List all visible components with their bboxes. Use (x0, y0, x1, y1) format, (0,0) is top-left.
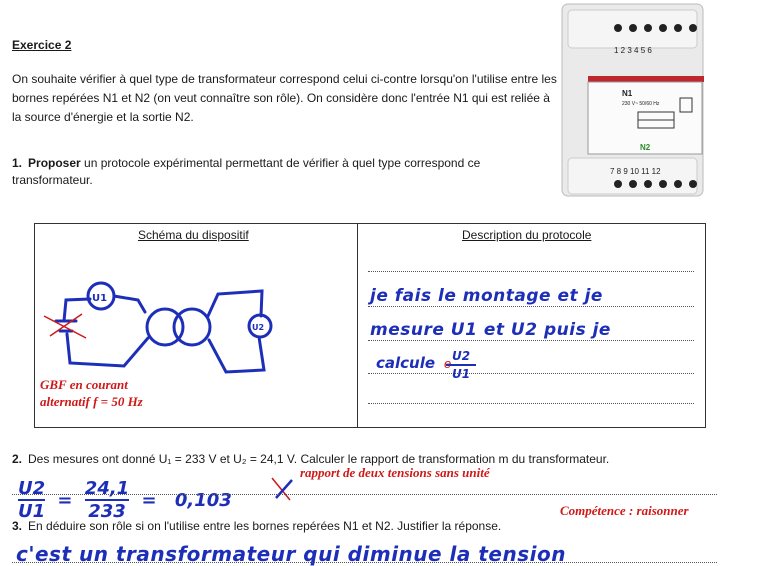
meter-u2-label: U2 (252, 323, 265, 332)
protocol-line-2: mesure U1 et U2 puis je (370, 320, 611, 340)
protocol-dotted-line (368, 373, 694, 374)
correction-letter: e (444, 356, 452, 371)
protocol-dotted-line (368, 403, 694, 404)
svg-text:230 V~ 50/60 Hz: 230 V~ 50/60 Hz (622, 101, 660, 107)
answer-2-calculation: $\frac{U2}{U1}$ = $\frac{24,1}{233}$ = 0,103 (18, 478, 232, 522)
protocol-line-3: calcule (376, 354, 436, 372)
question-3-text: En déduire son rôle si on l'utilise entre les bornes repérées N1 et N2. Justifier la réponse. (28, 519, 502, 533)
transformer-secondary-coil (174, 309, 210, 345)
answer-3-dotted-line (12, 562, 717, 563)
question-1-number: 1. (12, 156, 23, 170)
protocol-dotted-line (368, 306, 694, 307)
protocol-line-1: je fais le montage et je (370, 286, 603, 306)
question-3: 3. En déduire son rôle si on l'utilise entre les bornes repérées N1 et N2. Justifier la réponse. (12, 519, 502, 533)
protocol-dotted-line (368, 340, 694, 341)
top-terminal-numbers: 1 2 3 4 5 6 (614, 46, 652, 55)
question-1-verb: Proposer (28, 156, 81, 170)
competence-note: Compétence : raisonner (560, 503, 689, 518)
ratio-note: rapport de deux tensions sans unité (300, 465, 490, 480)
protocol-dotted-line (368, 271, 694, 272)
question-2-text: Des mesures ont donné U₁ = 233 V et U₂ = 24,1 V. Calculer le rapport de transformation m du transformateur. (28, 452, 610, 466)
gbf-note: GBF en courant alternatif f = 50 Hz (40, 377, 143, 409)
answer-2-dotted-line (12, 494, 717, 495)
svg-text:N2: N2 (640, 143, 651, 152)
meter-u1-label: U1 (92, 293, 108, 304)
intro-text: On souhaite vérifier à quel type de transformateur correspond celui ci-contre lorsqu'on l'utilise entre les bornes repérées N1 et N2 (on veut connaître son rôle). On considère donc l'entrée N1 qui est reliée à la source d'énergie et la sortie N2. (12, 72, 557, 124)
correction-cross (268, 474, 298, 502)
question-1-text: un protocole expérimental permettant de vérifier à quel type correspond ce transformateur. (12, 156, 481, 187)
answer-2-result: 0,103 (174, 489, 232, 511)
schema-header: Schéma du dispositif (138, 228, 249, 242)
protocol-header: Description du protocole (462, 228, 592, 242)
exercise-title: Exercice 2 (12, 38, 72, 52)
protocol-fraction: U2 U1 (446, 349, 476, 381)
question-2: 2. Des mesures ont donné U₁ = 233 V et U₂ = 24,1 V. Calculer le rapport de transformation m du transformateur. (12, 452, 610, 466)
question-1 (12, 155, 532, 189)
circuit-schematic (34, 276, 334, 376)
bottom-terminal-numbers: 7 8 9 10 11 12 (610, 167, 661, 176)
answer-3: c'est un transformateur qui diminue la tension (16, 542, 566, 566)
svg-text:N1: N1 (622, 89, 633, 98)
transformer-device-photo (560, 2, 705, 198)
table-divider (357, 223, 358, 428)
